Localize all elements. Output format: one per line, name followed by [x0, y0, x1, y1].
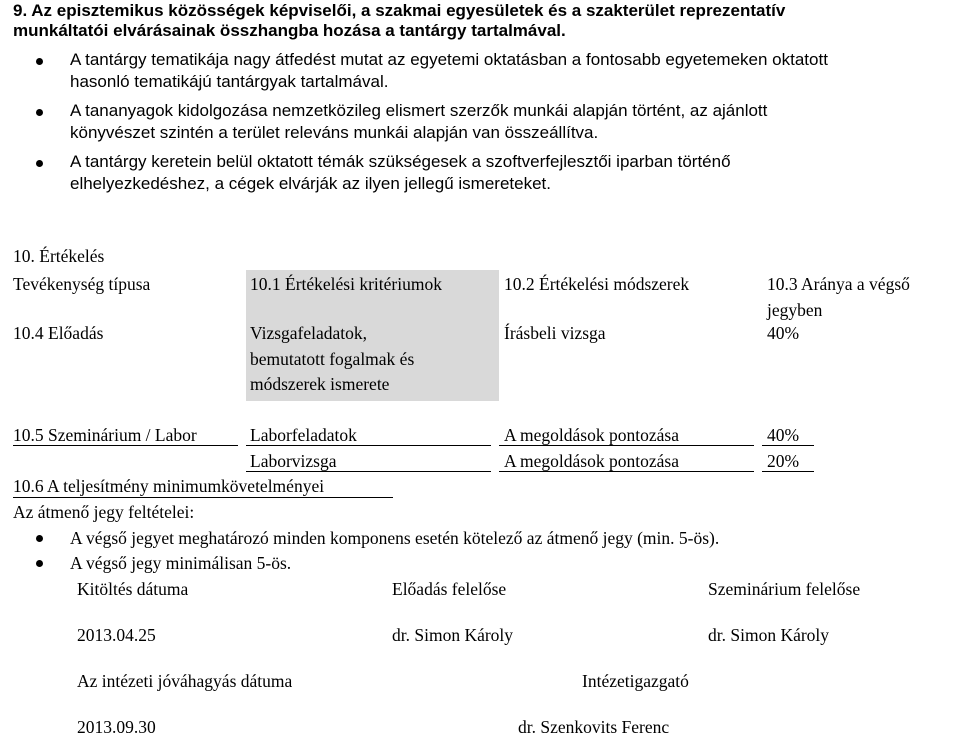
- bullet-icon: [36, 109, 43, 116]
- row-seminar-criteria: Laborvizsga: [250, 451, 337, 471]
- table-rule: [13, 445, 238, 446]
- pass-conditions-title: Az átmenő jegy feltételei:: [13, 502, 195, 522]
- table-rule: [762, 471, 814, 472]
- section-10-heading: [13, 245, 104, 267]
- header-activity-type: Tevékenység típusa: [13, 274, 151, 294]
- header-share-line2: jegyben: [767, 300, 823, 320]
- table-rule: [499, 471, 754, 472]
- fill-date: 2013.04.25: [77, 625, 156, 645]
- seminar-owner: dr. Simon Károly: [708, 625, 830, 645]
- pass-bullet: A végső jegy minimálisan 5-ös.: [70, 553, 292, 573]
- table-rule: [499, 445, 754, 446]
- section-9-heading-line1: 9. Az episztemikus közösségek képviselői, a szakmai egyesületek és a szakterület reprezentatív: [13, 1, 786, 20]
- row-seminar-method: A megoldások pontozása: [504, 451, 679, 471]
- lecture-owner-label: Előadás felelőse: [392, 579, 507, 599]
- row-seminar-criteria: Laborfeladatok: [250, 425, 357, 445]
- approval-date: 2013.09.30: [77, 717, 156, 737]
- row-lecture-criteria-line2: bemutatott fogalmak és: [250, 349, 415, 369]
- bullet-text: A tantárgy keretein belül oktatott témák szükségesek a szoftverfejlesztői iparban történő: [70, 152, 731, 171]
- table-rule: [762, 445, 814, 446]
- director-label: Intézetigazgató: [582, 671, 689, 691]
- bullet-icon: [36, 160, 43, 167]
- bullet-icon: [36, 58, 43, 65]
- section-9-heading-line2: munkáltatói elvárásainak összhangba hozása a tantárgy tartalmával.: [13, 21, 566, 40]
- bullet-text: A tantárgy tematikája nagy átfedést mutat az egyetemi oktatásban a fontosabb egyetemeken oktatott: [70, 50, 828, 69]
- bullet-icon: [36, 535, 43, 542]
- row-lecture-method: Írásbeli vizsga: [504, 323, 606, 343]
- table-rule: [13, 497, 393, 498]
- fill-date-label: Kitöltés dátuma: [77, 579, 189, 599]
- row-seminar-type: 10.5 Szeminárium / Labor: [13, 425, 197, 445]
- table-rule: [246, 471, 491, 472]
- director: dr. Szenkovits Ferenc: [518, 717, 670, 737]
- row-lecture-share: 40%: [767, 323, 800, 343]
- row-lecture-type: 10.4 Előadás: [13, 323, 104, 343]
- row-seminar-method: A megoldások pontozása: [504, 425, 679, 445]
- minimum-requirements-title: 10.6 A teljesítmény minimumkövetelményei: [13, 476, 325, 496]
- section-10-title: Értékelés: [39, 246, 105, 266]
- bullet-icon: [36, 560, 43, 567]
- approval-date-label: Az intézeti jóváhagyás dátuma: [77, 671, 293, 691]
- bullet-text: elhelyezkedéshez, a cégek elvárják az ilyen jellegű ismereteket.: [70, 174, 551, 193]
- table-rule: [246, 445, 491, 446]
- row-seminar-share: 20%: [767, 451, 800, 471]
- pass-bullet: A végső jegyet meghatározó minden komponens esetén kötelező az átmenő jegy (min. 5-ös).: [70, 528, 720, 548]
- header-criteria: 10.1 Értékelési kritériumok: [250, 274, 442, 294]
- header-share-line1: 10.3 Aránya a végső: [767, 274, 910, 294]
- lecture-owner: dr. Simon Károly: [392, 625, 514, 645]
- header-methods: 10.2 Értékelési módszerek: [504, 274, 690, 294]
- criteria-column-shade-edge: [491, 270, 499, 401]
- section-10-number: 10.: [13, 246, 35, 266]
- bullet-text: A tananyagok kidolgozása nemzetközileg elismert szerzők munkái alapján történt, az ajánlott: [70, 101, 768, 120]
- row-seminar-share: 40%: [767, 425, 800, 445]
- seminar-owner-label: Szeminárium felelőse: [708, 579, 861, 599]
- row-lecture-criteria-line3: módszerek ismerete: [250, 374, 390, 394]
- bullet-text: könyvészet szintén a terület releváns munkái alapján van összeállítva.: [70, 123, 599, 142]
- row-lecture-criteria-line1: Vizsgafeladatok,: [250, 323, 368, 343]
- bullet-text: hasonló tematikájú tantárgyak tartalmával.: [70, 72, 389, 91]
